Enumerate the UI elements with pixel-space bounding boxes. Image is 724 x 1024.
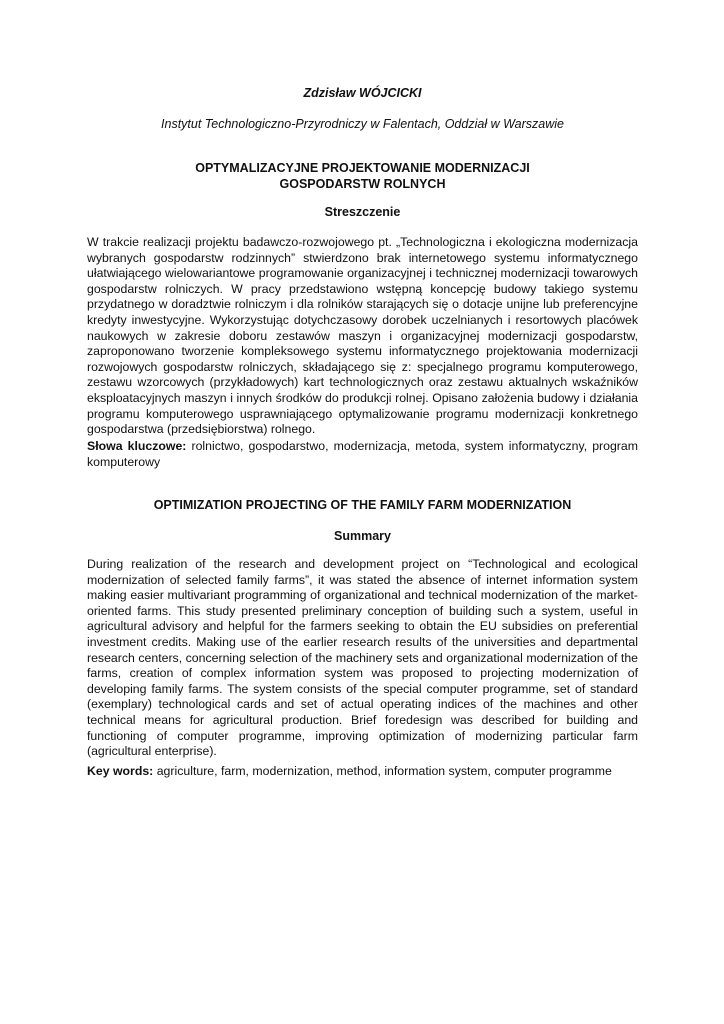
polish-title-line-1: OPTYMALIZACYJNE PROJEKTOWANIE MODERNIZACJI — [195, 161, 530, 175]
polish-keywords-text: rolnictwo, gospodarstwo, modernizacja, metoda, system informatyczny, program komputerowy — [87, 439, 638, 469]
author-name: Zdzisław WÓJCICKI — [303, 86, 422, 100]
english-keywords-label: Key words: — [87, 764, 154, 778]
polish-title — [87, 160, 638, 192]
polish-keywords — [87, 439, 638, 470]
english-title: OPTIMIZATION PROJECTING OF THE FAMILY FARM MODERNIZATION — [153, 498, 572, 512]
polish-title-line-2: GOSPODARSTW ROLNYCH — [279, 177, 446, 191]
english-abstract: During realization of the research and development project on “Technological and ecological modernization of selected family farms”, it was stated the absence of internet information system making easier multivariant programming of organizational and technical modernization of the market-oriented farms. This study presented preliminary conception of building such a system, useful in agricultural advisory and helpful for the farmers seeking to obtain the EU subsidies on preferential investment credits. Making use of the earlier research results of the universities and departmental research centers, concerning selection of the machinery sets and organizational modernization of the farms, creation of complex information system was proposed to projecting modernization of developing family farms. The system consists of the special computer programme, set of standard (exemplary) technological cards and set of actual operating indices of the machines and other technical means for agricultural production. Brief foredesign was described for building and functioning of computer programme, improving optimization of modernizing particular farm (agricultural enterprise). — [87, 557, 638, 759]
english-abstract-heading: Summary — [334, 529, 391, 543]
polish-keywords-label: Słowa kluczowe: — [87, 439, 187, 453]
polish-abstract-heading: Streszczenie — [324, 205, 401, 219]
polish-abstract: W trakcie realizacji projektu badawczo-rozwojowego pt. „Technologiczna i ekologiczna modernizacja wybranych gospodarstw rodzinnych” stwierdzono brak internetowego systemu informatycznego ułatwiającego wielowariantowe programowanie organizacyjnej i technicznej modernizacji towarowych gospodarstw rolniczych. W pracy przedstawiono wstępną koncepcję budowy takiego systemu przydatnego w doradztwie rolniczym i dla rolników starających się o dotacje unijne lub preferencyjne kredyty inwestycyjne. Wykorzystując dotychczasowy dorobek uczelnianych i resortowych placówek naukowych w zakresie doboru zestawów maszyn i organizacyjnej modernizacji gospodarstw, zaproponowano tworzenie kompleksowego systemu informatycznego projektowania modernizacji rozwojowych gospodarstw rolniczych, składającego się z: specjalnego programu komputerowego, zestawu wzorcowych (przykładowych) kart technologicznych oraz zestawu aktualnych wskaźników eksploatacyjnych maszyn i innych środków do produkcji rolnej. Opisano założenia budowy i działania programu komputerowego usprawniającego optymalizowanie programu modernizacji konkretnego gospodarstwa (przedsiębiorstwa) rolnego. — [87, 235, 638, 437]
english-keywords — [87, 764, 638, 780]
english-keywords-text: agriculture, farm, modernization, method, information system, computer programme — [156, 764, 612, 778]
author-affiliation: Instytut Technologiczno-Przyrodniczy w Falentach, Oddział w Warszawie — [161, 117, 564, 131]
